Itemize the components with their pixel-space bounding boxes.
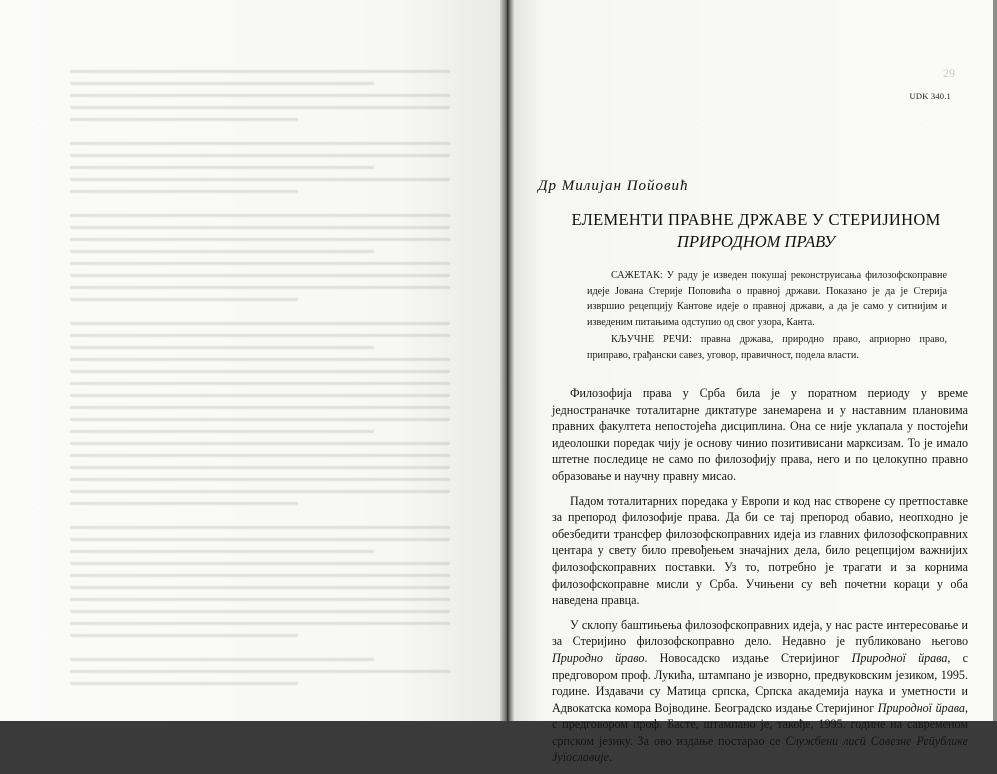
left-page: [0, 0, 500, 721]
italic-publisher-name: Службени лисӣ Савезне Реӣублике Јуїославије: [552, 733, 969, 765]
paragraph-2: Падом тоталитарних поредака у Европи и код нас створене су претпоставке за препород филозофије права. Да би се тај препород обавио, неопходно је обезбедити трансфер филозофскоправних идеја из главних филозофскоправних центара у свету било превођењем значајних дела, било рецепцијом важнијих филозофскоправних поставки. Уз то, потребно је трагати и за корнима филозофскоправне мисли у Срба. Учињени су већ почетни кораци у оба наведена правца.: [552, 493, 968, 608]
page-number: 29: [943, 66, 955, 80]
title-line-2: ПРИРОДНОМ ПРАВУ: [677, 232, 835, 251]
italic-book-title: Природної йрава: [851, 650, 948, 665]
book-gutter: [500, 0, 514, 721]
udk-code: UDK 340.1: [909, 91, 951, 101]
abstract-block: [587, 268, 947, 363]
bleed-through-text: [70, 70, 450, 590]
author-name: Др Милијан Пойовић: [538, 178, 689, 194]
page-edge: [993, 0, 997, 721]
article-title: [536, 210, 976, 252]
paragraph-1: Филозофија права у Срба била је у поратном периоду у време једностраначке тоталитарне диктатуре занемарена и у наставним плановима правних факултета непостојећа дисциплина. Она се није уклапала у постојећи идеолошки поредак чију је основу чинио позитивисани марксизам. То је имало штетне последице не само по филозофију права, него и по целокупно правно образовање и научну правну мисао.: [552, 386, 968, 483]
italic-book-title: Природної йрава: [877, 700, 965, 715]
title-line-1: ЕЛЕМЕНТИ ПРАВНЕ ДРЖАВЕ У СТЕРИЈИНОМ: [571, 210, 941, 229]
paragraph-3: У склопу баштињења филозофскоправних идеја, у нас расте интересовање и за Стеријино филозофскоправно дело. Недавно је публиковано његово Природно йраво. Новосадско издање Стеријиног Природної йрава, с предговором проф. Лукића, штампано је изворно, предвуковским језиком, 1995. године. Издавачи су Матица српска, Српска академија наука и уметности и Адвокатска комора Војводине. Београдско издање Стеријиног Природної йрава, с предговором проф. Басте, штампано је, такође, 1995. године на савременом српском језику. За ово издање постарао се Службени лисӣ Савезне Реӣублике Јуїославије.: [552, 617, 969, 765]
abstract-text: САЖЕТАК: У раду је изведен покушај реконструисања филозофскоправне идеје Јована Стерије Поповића о правној држави. Показано је да је Стерија извршио рецепцију Кантове идеје о правној држави, а да је само у ситнијим и изведеним питањима одступио од свог узора, Канта.: [587, 270, 947, 328]
italic-book-title: Природно йраво: [552, 650, 645, 665]
right-page: [514, 0, 993, 765]
body-text: [552, 385, 968, 774]
keywords-text: КЉУЧНЕ РЕЧИ: правна држава, природно право, априорно право, приправо, грађански савез, уговор, правичност, подела власти.: [587, 334, 947, 361]
